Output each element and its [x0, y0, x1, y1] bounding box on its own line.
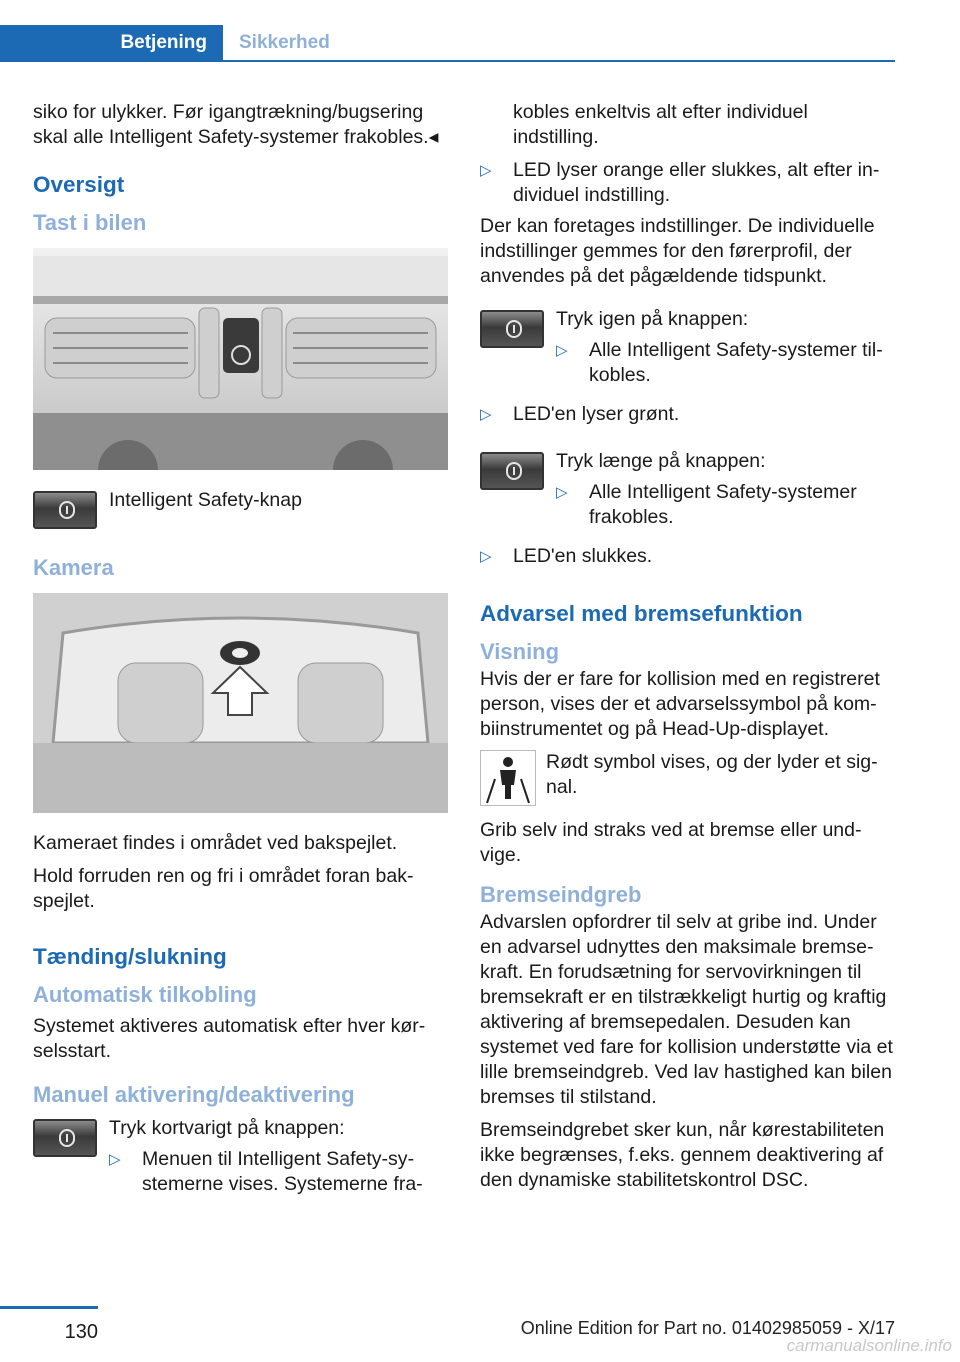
pedestrian-warning-icon	[480, 750, 536, 806]
triangle-bullet-icon: ▷	[480, 406, 492, 423]
settings-text: Der kan foretages indstillinger. De individuelle indstillinger gemmes for den førerprofil, der anvendes på det pågældende tidspunkt.	[480, 215, 875, 287]
button-2-text: Tryk igen på knappen:	[556, 308, 749, 330]
camera-photo	[33, 593, 448, 813]
auto-text: Systemet aktiveres automatisk efter hver kørselsstart.	[33, 1015, 426, 1062]
symbol-text: Rødt symbol vises, og der lyder et signal.	[546, 751, 878, 798]
intelligent-safety-button-icon	[33, 1119, 97, 1157]
continued-text: kobles enkeltvis alt efter individuel indstilling.	[513, 101, 808, 148]
watermark: carmanualsonline.info	[786, 1336, 952, 1355]
intelligent-safety-button-icon	[33, 491, 97, 529]
dashboard-illustration	[33, 248, 448, 470]
button-row-2	[480, 307, 895, 394]
bremse-text-2: Bremseindgrebet sker kun, når kørestabiliteten ikke begrænses, f.eks. gennem deaktivering af den dynamiske stabilitetskontrol DSC.	[480, 1119, 885, 1191]
header-tabs	[0, 25, 895, 62]
heading-advarsel: Advarsel med bremsefunktion	[480, 601, 803, 626]
kamera-text-1: Kameraet findes i området ved bakspejlet.	[33, 832, 398, 854]
heading-bremseindgreb: Bremseindgreb	[480, 882, 642, 907]
list-item: ▷ LED'en lyser grønt.	[480, 403, 680, 425]
kamera-text-2: Hold forruden ren og fri i området foran bakspejlet.	[33, 865, 414, 912]
button-row-3	[480, 449, 895, 536]
heading-visning: Visning	[480, 639, 560, 664]
triangle-bullet-icon: ▷	[480, 162, 492, 179]
intro-text: siko for ulykker. Før igangtrækning/bugsering skal alle Intelligent Safety-systemer frakobles.◂	[33, 101, 439, 148]
triangle-bullet-icon: ▷	[109, 1151, 121, 1168]
manuel-button-text: Tryk kortvarigt på knappen:	[109, 1117, 345, 1139]
tab-sikkerhed[interactable]: Sikkerhed	[239, 32, 330, 53]
edition-footer: Online Edition for Part no. 01402985059 - X/17	[520, 1318, 895, 1338]
list-item: ▷ Alle Intelligent Safety-systemer tilkobles.	[556, 339, 883, 386]
heading-manuel: Manuel aktivering/deaktivering	[33, 1082, 355, 1107]
heading-kamera: Kamera	[33, 555, 114, 580]
tab-betjening[interactable]: Betjening	[0, 25, 223, 60]
heading-tast-i-bilen: Tast i bilen	[33, 210, 147, 235]
heading-oversigt: Oversigt	[33, 172, 125, 197]
list-item: ▷ Menuen til Intelligent Safety-systemerne vises. Systemerne fra-	[109, 1148, 423, 1195]
safety-button-row	[33, 488, 448, 529]
warning-symbol-row	[480, 750, 895, 806]
triangle-bullet-icon: ▷	[556, 484, 568, 501]
list-item: ▷ LED'en slukkes.	[480, 545, 653, 567]
grib-text: Grib selv ind straks ved at bremse eller undvige.	[480, 819, 862, 866]
intelligent-safety-button-icon	[480, 310, 544, 348]
bremse-text-1: Advarslen opfordrer til selv at gribe ind. Under en advarsel udnyttes den maksimale bremsekraft. En forudsætning for servovirkningen til bremsekraft er en tilstrækkeligt hurtig og kraftig aktivering af bremsepedalen. Desuden kan systemet ved fare for kollision understøtte via et lille bremseindgreb. Ved lav hastighed kan bilen bremses til stilstand.	[480, 911, 893, 1108]
button-3-text: Tryk længe på knappen:	[556, 450, 766, 472]
manuel-button-row	[33, 1116, 448, 1203]
visning-text: Hvis der er fare for kollision med en registreret person, vises der et advarselssymbol på kombiinstrumentet og på Head-Up-displayet.	[480, 668, 880, 740]
list-item: ▷ LED lyser orange eller slukkes, alt efter individuel indstilling.	[480, 159, 880, 206]
dashboard-button-photo	[33, 248, 448, 470]
right-column	[480, 100, 895, 1201]
intelligent-safety-button-icon	[480, 452, 544, 490]
button-label: Intelligent Safety-knap	[109, 489, 302, 511]
heading-taending: Tænding/slukning	[33, 944, 227, 969]
list-item: ▷ Alle Intelligent Safety-systemer frakobles.	[556, 481, 857, 528]
heading-automatisk: Automatisk tilkobling	[33, 982, 257, 1007]
triangle-bullet-icon: ▷	[556, 342, 568, 359]
page-number: 130	[0, 1306, 98, 1344]
triangle-bullet-icon: ▷	[480, 548, 492, 565]
left-column	[33, 100, 448, 1211]
camera-illustration	[33, 593, 448, 813]
